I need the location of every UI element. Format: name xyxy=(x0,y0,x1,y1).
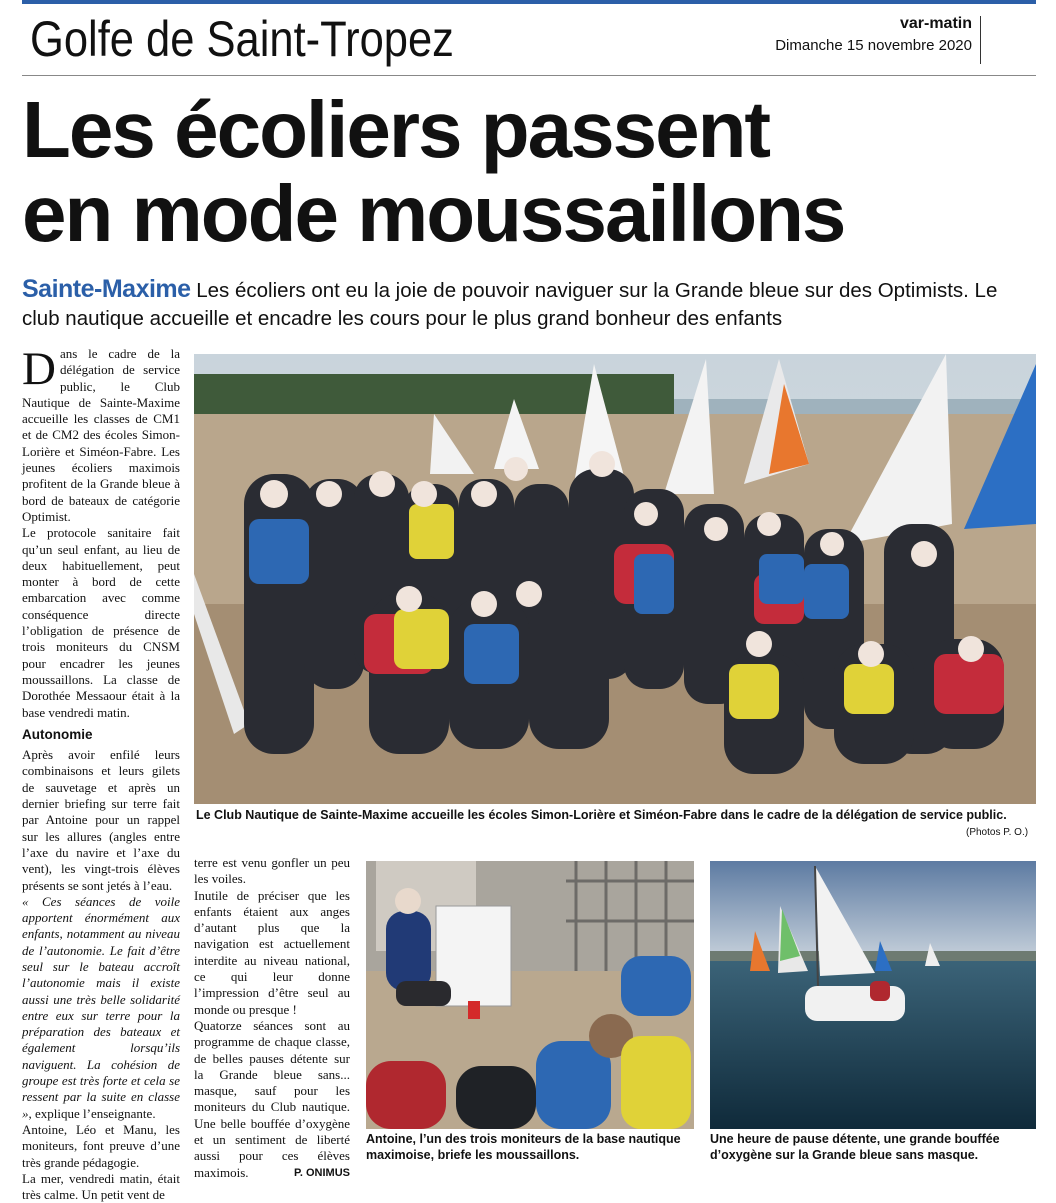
article-column-1 xyxy=(22,343,180,1203)
top-rule xyxy=(22,0,1036,4)
masthead-divider xyxy=(980,16,981,64)
main-photo-group xyxy=(194,354,1036,804)
main-photo-caption: Le Club Nautique de Sainte-Maxime accueille les écoles Simon-Lorière et Siméon-Fabre dans le cadre de la délégation de service public. xyxy=(196,808,1007,822)
subheading: Autonomie xyxy=(22,726,93,742)
sailing-caption: Une heure de pause détente, une grande bouffée d’oxygène sur la Grande bleue sans masque. xyxy=(710,1132,1000,1162)
dateline-place: Sainte-Maxime xyxy=(22,275,191,303)
paragraph-7: terre est venu gonfler un peu les voiles. xyxy=(194,855,350,887)
quote-paragraph: « Ces séances de voile apportent énormément aux enfants, notamment au niveau de l’autonomie. Le fait d’être seul sur le bateau accroît l’autonomie mais il existe aussi une très belle solidarité entre eux sur terre pour la préparation des bateaux et également lorsqu’ils naviguent. La cohésion de groupe est très forte et cela se ressent par la suite en classe », explique l’enseignante. xyxy=(22,893,180,1121)
teacher-quote: « Ces séances de voile apportent énormément aux enfants, notamment au niveau de l’autonomie. Le fait d’être seul sur le bateau accroît l’autonomie mais il existe aussi une très belle solidarité entre eux sur terre pour la préparation des bateaux et également lorsqu’ils naviguent. La cohésion de groupe est très forte et cela se ressent par la suite en classe » xyxy=(22,893,180,1121)
newspaper-info xyxy=(775,14,972,56)
lead-text: Les écoliers ont eu la joie de pouvoir naviguer sur la Grande bleue sur des Optimists. Le club nautique accueille et encadre les cours pour le plus grand bonheur des enfants xyxy=(22,279,998,330)
photo-credit: (Photos P. O.) xyxy=(966,827,1029,838)
section-title: Golfe de Saint-Tropez xyxy=(30,11,454,67)
headline-line-2: en mode moussaillons xyxy=(22,169,845,258)
headline xyxy=(22,85,845,258)
briefing-caption: Antoine, l’un des trois moniteurs de la base nautique maximoise, briefe les moussaillons. xyxy=(366,1132,681,1162)
paragraph-2: Le protocole sanitaire fait qu’un seul enfant, au lieu de deux habituellement, peut monter à bord de cette embarcation avec comme conséquence directe l’obligation de présence de trois moniteurs du CNSM pour encadrer les jeunes moussaillons. La classe de Dorothée Messaour était à la base vendredi matin. xyxy=(22,525,180,720)
author-signature: P. ONIMUS xyxy=(293,1166,350,1179)
paragraph-8: Inutile de préciser que les enfants étaient aux anges d’autant plus que la navigation est actuellement interdite au niveau national, ce qui leur donne l’impression d’être seul au monde ou presque ! xyxy=(194,887,350,1017)
masthead-rule xyxy=(22,75,1036,76)
paragraph-6: La mer, vendredi matin, était très calme. Un petit vent de xyxy=(22,1170,180,1203)
paragraph-1: Dans le cadre de la délégation de service public, le Club Nautique de Sainte-Maxime accueille les classes de CM1 et de CM2 des écoles Simon-Lorière et Siméon-Fabre. Les jeunes écoliers maximois profitent de la Grande bleue à bord de bateaux de catégorie Optimist. xyxy=(22,343,180,524)
headline-line-1: Les écoliers passent xyxy=(22,85,770,174)
sailing-photo xyxy=(710,861,1036,1129)
article-column-2 xyxy=(194,855,350,1181)
lead-paragraph xyxy=(22,275,1038,333)
paragraph-3: Après avoir enfilé leurs combinaisons et leurs gilets de sauvetage et après un dernier briefing sur terre fait par Antoine pour un rappel sur les allures (angles entre l’axe du navire et l’axe du vent), les vingt-trois élèves présents se sont jetés à l’eau. xyxy=(22,747,180,893)
drop-cap: D xyxy=(22,343,56,395)
issue-date: Dimanche 15 novembre 2020 xyxy=(775,37,972,54)
paragraph-5: Antoine, Léo et Manu, les moniteurs, font preuve d’une très grande pédagogie. xyxy=(22,1121,180,1170)
paragraph-9: Quatorze séances sont au programme de chaque classe, de belles pauses détente sur la Grande bleue sans... masque, sauf pour les moniteurs du Club nautique. Une belle bouffée d’oxygène et un sentiment de liberté aussi pour ces élèves maximois. P. ONIMUS xyxy=(194,1017,350,1180)
briefing-photo xyxy=(366,861,694,1129)
newspaper-name: var-matin xyxy=(899,15,972,32)
